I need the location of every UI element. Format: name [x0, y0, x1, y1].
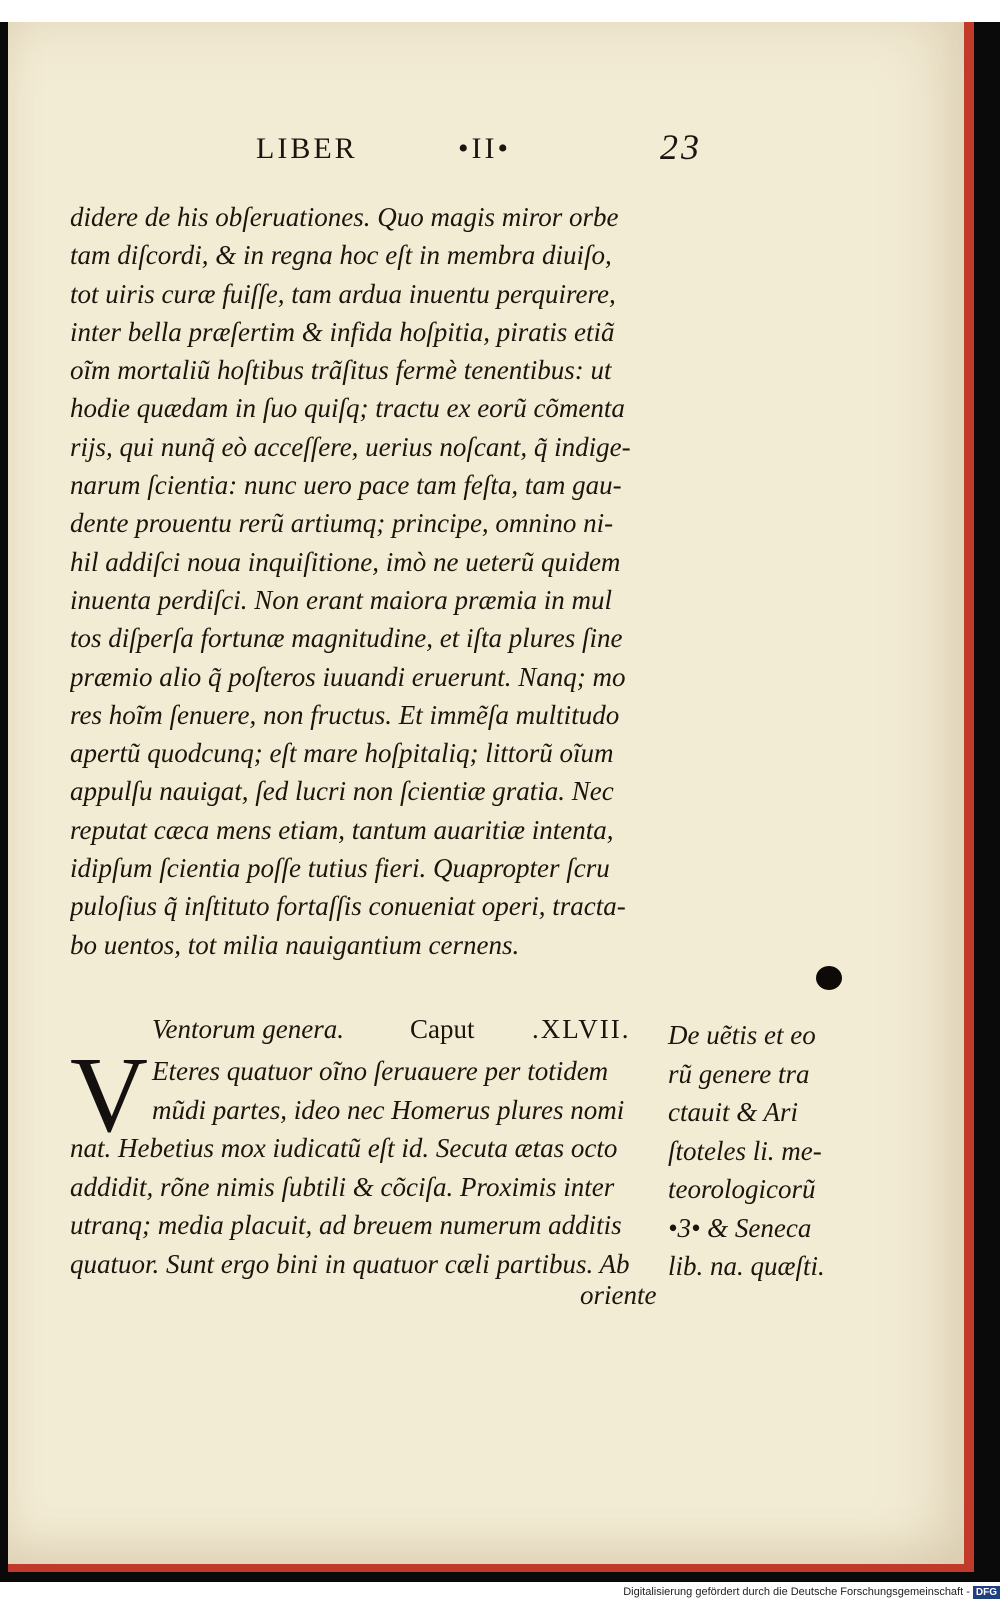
- text-line: inuenta perdiſci. Non erant maiora præmia in mul: [70, 584, 612, 615]
- marginal-line: De uẽtis et eo: [668, 1020, 816, 1050]
- marginal-line: rũ genere tra: [668, 1058, 810, 1089]
- text-line: hil addiſci noua inquiſitione, imò ne ueterũ quidem: [70, 546, 621, 577]
- book-page: [8, 22, 974, 1572]
- marginal-line: ſtoteles li. me-: [668, 1135, 822, 1166]
- marginal-line: teorologicorũ: [668, 1174, 816, 1204]
- chapter-line: quatuor. Sunt ergo bini in quatuor cæli partibus. Ab: [70, 1248, 630, 1279]
- catchword: oriente: [580, 1280, 657, 1310]
- chapter-title: Ventorum genera.: [152, 1014, 344, 1044]
- text-line: puloſius q̃ inſtituto fortaſſis conueniat operi, tracta-: [70, 891, 626, 922]
- text-line: inter bella præſertim & infida hoſpitia, piratis etiã: [70, 316, 615, 347]
- marginal-line: ctauit & Ari: [668, 1097, 799, 1127]
- text-line: hodie quædam in ſuo quiſq; tractu ex eorũ cõmenta: [70, 393, 625, 424]
- ink-blot: [816, 966, 842, 990]
- chapter-line: mũdi partes, ideo nec Homerus plures nomi: [152, 1094, 625, 1125]
- running-header: [68, 127, 708, 182]
- text-line: idipſum ſcientia poſſe tutius fieri. Quapropter ſcru: [70, 853, 610, 884]
- body-text: [70, 198, 690, 964]
- caput-number: .XLVII.: [532, 1014, 631, 1044]
- marginal-line: •3• & Seneca: [668, 1212, 812, 1243]
- chapter-line: utranq; media placuit, ad breuem numerum additis: [70, 1210, 622, 1240]
- text-line: reputat cæca mens etiam, tantum auaritiæ intenta,: [70, 814, 614, 845]
- digitization-credit: [620, 1586, 1000, 1604]
- text-line: tam diſcordi, & in regna hoc eſt in membra diuiſo,: [70, 240, 612, 271]
- text-line: didere de his obſeruationes. Quo magis miror orbe: [70, 202, 619, 232]
- text-line: narum ſcientia: nunc uero pace tam feſta, tam gau-: [70, 470, 622, 501]
- text-line: appulſu nauigat, ſed lucri non ſcientiæ gratia. Nec: [70, 776, 614, 807]
- text-line: res hoĩm ſenuere, non fructus. Et immẽſa multitudo: [70, 699, 620, 730]
- text-line: oĩm mortaliũ hoſtibus trãſitus fermè tenentibus: ut: [70, 355, 612, 386]
- caput-label: Caput: [410, 1014, 475, 1044]
- text-line: præmio alio q̃ poſteros iuuandi eruerunt. Nanq; mo: [70, 661, 626, 692]
- text-line: dente prouentu rerũ artiumq; principe, omnino ni-: [70, 508, 614, 539]
- book-number: •II•: [458, 132, 511, 165]
- running-title: LIBER: [256, 132, 358, 165]
- marginal-note: [668, 1016, 838, 1286]
- text-line: tot uiris curæ fuiſſe, tam ardua inuentu perquirere,: [70, 278, 616, 309]
- text-line: apertũ quodcunq; eſt mare hoſpitaliq; littorũ oĩum: [70, 738, 614, 769]
- scan-frame: [0, 22, 1000, 1582]
- chapter-line: Eteres quatuor oĩno ſeruauere per totidem: [152, 1056, 609, 1086]
- text-line: rijs, qui nunq̃ eò acceſſere, uerius noſcant, q̃ indige-: [70, 431, 631, 462]
- drop-cap: V: [70, 1036, 148, 1155]
- chapter-line: nat. Hebetius mox iudicatũ eſt id. Secuta ætas octo: [70, 1133, 618, 1163]
- text-line: bo uentos, tot milia nauigantium cernens.: [70, 929, 520, 960]
- text-line: tos diſperſa fortunæ magnitudine, et iſta plures ſine: [70, 623, 623, 654]
- marginal-line: lib. na. quæſti.: [668, 1251, 825, 1281]
- dfg-logo: DFG: [973, 1586, 1000, 1599]
- chapter-line: addidit, rõne nimis ſubtili & cõciſa. Proximis inter: [70, 1171, 615, 1202]
- chapter-heading: [70, 1014, 670, 1052]
- folio-number: 23: [660, 127, 702, 167]
- credit-text: Digitalisierung gefördert durch die Deutsche Forschungsgemeinschaft -: [623, 1586, 970, 1598]
